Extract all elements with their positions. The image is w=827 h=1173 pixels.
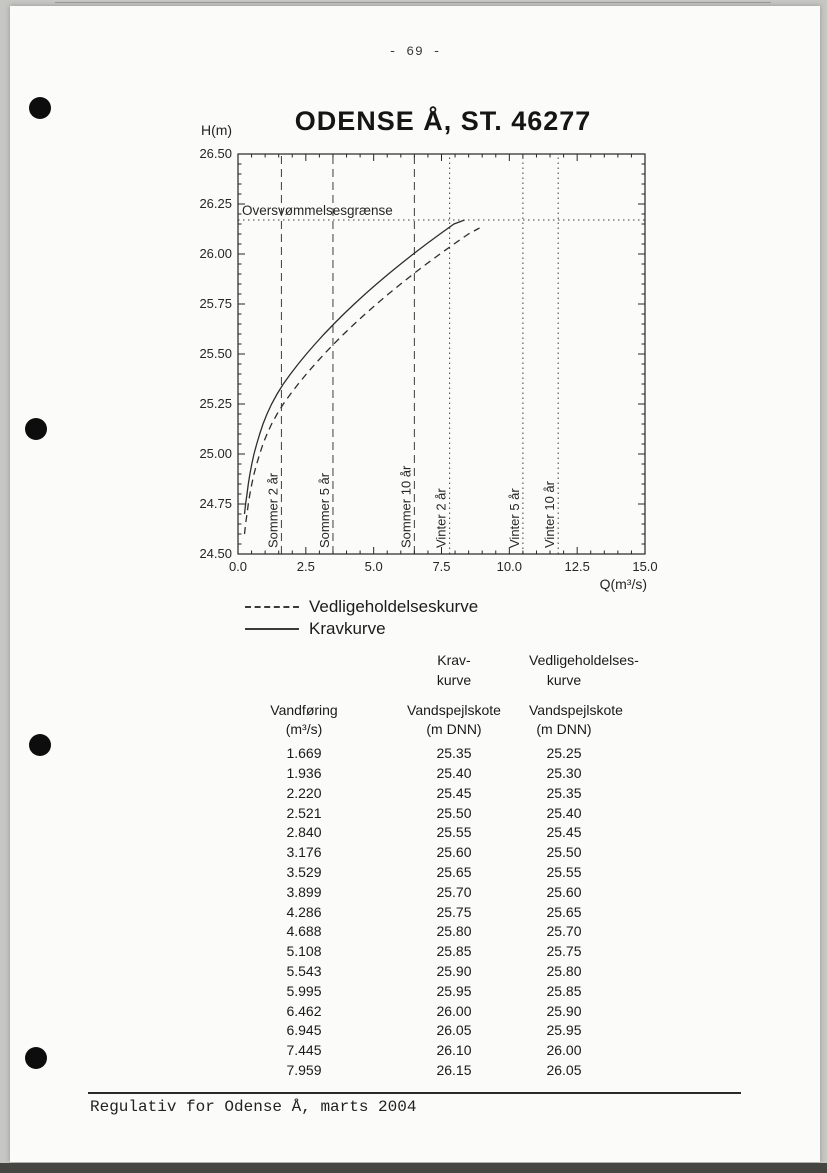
table-cell: 25.60 bbox=[546, 883, 582, 900]
table-cell: 26.05 bbox=[546, 1061, 582, 1078]
table-cell: 26.10 bbox=[436, 1042, 472, 1059]
table-cell: 26.05 bbox=[436, 1022, 472, 1039]
table-cell-blank bbox=[229, 651, 379, 671]
x-axis-unit-label: Q(m³/s) bbox=[599, 576, 647, 592]
legend-label: Kravkurve bbox=[309, 619, 386, 638]
y-tick-label: 24.50 bbox=[199, 546, 232, 561]
return-period-label: Sommer 10 år bbox=[398, 465, 414, 548]
x-tick-label: 0.0 bbox=[228, 559, 248, 574]
table-cell: 7.959 bbox=[286, 1061, 322, 1078]
table-cell: 25.40 bbox=[436, 764, 472, 781]
binder-hole bbox=[29, 734, 51, 756]
table-cell: 25.95 bbox=[436, 982, 472, 999]
y-tick-label: 25.25 bbox=[199, 396, 232, 411]
stage-discharge-table bbox=[229, 651, 639, 1081]
table-cell: 26.00 bbox=[546, 1042, 582, 1059]
table-cell: 25.60 bbox=[436, 844, 472, 861]
x-tick-label: 2.5 bbox=[296, 559, 315, 574]
table-cell: 4.688 bbox=[286, 923, 322, 940]
return-period-label: Vinter 10 år bbox=[542, 481, 558, 548]
table-column-unit: (m DNN) bbox=[536, 721, 592, 738]
table-cell: 3.176 bbox=[286, 844, 322, 861]
table-column-unit: (m DNN) bbox=[426, 721, 482, 738]
return-period-label: Sommer 5 år bbox=[316, 472, 332, 548]
x-tick-label: 15.0 bbox=[632, 559, 658, 574]
solid-line-sample-icon bbox=[245, 628, 299, 630]
table-cell: 25.85 bbox=[546, 982, 582, 999]
table-cell: 25.70 bbox=[546, 923, 582, 940]
table-cell: 5.995 bbox=[286, 982, 322, 999]
table-cell: 25.45 bbox=[546, 824, 582, 841]
x-tick-label: 7.5 bbox=[432, 559, 451, 574]
table-cell: 25.75 bbox=[546, 943, 582, 960]
table-cell: 25.55 bbox=[436, 824, 472, 841]
table-cell: 25.85 bbox=[436, 943, 472, 960]
table-cell: 25.55 bbox=[546, 863, 582, 880]
return-period-label: Vinter 5 år bbox=[506, 488, 522, 548]
table-cell-blank bbox=[229, 671, 379, 691]
table-cell: 3.899 bbox=[286, 883, 322, 900]
y-tick-label: 26.25 bbox=[199, 196, 232, 211]
table-column-unit: (m³/s) bbox=[285, 721, 323, 738]
table-column-header: Vandføring bbox=[270, 701, 338, 718]
legend-item-kravkurve bbox=[245, 618, 478, 640]
table-column-header: Vandspejlskote bbox=[529, 701, 623, 718]
return-period-label: Sommer 2 år bbox=[265, 472, 281, 548]
table-cell: 25.40 bbox=[546, 804, 582, 821]
table-spacer bbox=[229, 691, 599, 701]
rating-curve-chart bbox=[180, 140, 660, 595]
scan-artifact-line bbox=[55, 2, 771, 3]
table-column-header: Vandspejlskote bbox=[407, 701, 501, 718]
table-cell: 25.30 bbox=[546, 764, 582, 781]
y-tick-label: 24.75 bbox=[199, 496, 232, 511]
table-cell: 26.15 bbox=[436, 1061, 472, 1078]
table-cell: 5.108 bbox=[286, 943, 322, 960]
table-cell: 26.00 bbox=[436, 1002, 472, 1019]
table-cell: 25.65 bbox=[546, 903, 582, 920]
legend-label: Vedligeholdelseskurve bbox=[309, 597, 479, 616]
table-cell: 25.50 bbox=[546, 844, 582, 861]
table-cell: 25.45 bbox=[436, 784, 472, 801]
legend-item-vedligeholdelseskurve bbox=[245, 596, 478, 618]
footer-rule bbox=[88, 1092, 741, 1094]
y-tick-label: 26.50 bbox=[199, 146, 232, 161]
table-cell: 25.65 bbox=[436, 863, 472, 880]
table-cell: 25.80 bbox=[546, 962, 582, 979]
binder-hole bbox=[25, 418, 47, 440]
x-tick-label: 5.0 bbox=[364, 559, 383, 574]
y-tick-label: 25.50 bbox=[199, 346, 232, 361]
table-cell: 2.521 bbox=[286, 804, 322, 821]
binder-hole bbox=[29, 97, 51, 119]
table-cell: 25.75 bbox=[436, 903, 472, 920]
table-cell: 6.462 bbox=[286, 1002, 322, 1019]
table-group-header-krav: kurve bbox=[436, 671, 472, 688]
table-cell: 25.95 bbox=[546, 1022, 582, 1039]
chart-legend bbox=[245, 596, 478, 640]
y-tick-label: 25.00 bbox=[199, 446, 232, 461]
table-group-header-vedligeholdelses: Vedligeholdelses- bbox=[529, 652, 639, 668]
chart-title: ODENSE Å, ST. 46277 bbox=[294, 106, 592, 136]
table-cell: 25.90 bbox=[436, 962, 472, 979]
document-page bbox=[10, 6, 820, 1162]
table-group-header-krav: Krav- bbox=[437, 652, 471, 668]
table-cell: 6.945 bbox=[286, 1022, 322, 1039]
y-axis-unit-label: H(m) bbox=[201, 122, 233, 138]
x-tick-label: 12.5 bbox=[564, 559, 590, 574]
footer-text: Regulativ for Odense Å, marts 2004 bbox=[90, 1098, 417, 1116]
table-cell: 1.936 bbox=[286, 764, 322, 781]
table-cell: 2.220 bbox=[286, 784, 322, 801]
table-cell: 25.35 bbox=[546, 784, 582, 801]
table-cell: 7.445 bbox=[286, 1042, 322, 1059]
table-cell: 25.50 bbox=[436, 804, 472, 821]
table-cell: 4.286 bbox=[286, 903, 322, 920]
x-tick-label: 10.0 bbox=[496, 559, 522, 574]
y-tick-label: 25.75 bbox=[199, 296, 232, 311]
series-kravkurve bbox=[245, 220, 465, 514]
table-cell: 25.80 bbox=[436, 923, 472, 940]
return-period-label: Vinter 2 år bbox=[433, 488, 449, 548]
table-group-header-vedligeholdelses: kurve bbox=[546, 671, 582, 688]
scan-artifact-bottom-edge bbox=[0, 1163, 827, 1173]
table-cell: 2.840 bbox=[286, 824, 322, 841]
binder-hole bbox=[25, 1047, 47, 1069]
table-cell: 1.669 bbox=[286, 745, 322, 762]
flood-limit-label: Oversvømmelsesgrænse bbox=[242, 203, 393, 218]
y-tick-label: 26.00 bbox=[199, 246, 232, 261]
table-cell: 25.90 bbox=[546, 1002, 582, 1019]
table-cell: 25.70 bbox=[436, 883, 472, 900]
page-number: - 69 - bbox=[388, 44, 442, 59]
table-cell: 5.543 bbox=[286, 962, 322, 979]
table-cell: 25.25 bbox=[546, 745, 582, 762]
table-cell: 3.529 bbox=[286, 863, 322, 880]
dashed-line-sample-icon bbox=[245, 606, 299, 608]
table-cell: 25.35 bbox=[436, 745, 472, 762]
